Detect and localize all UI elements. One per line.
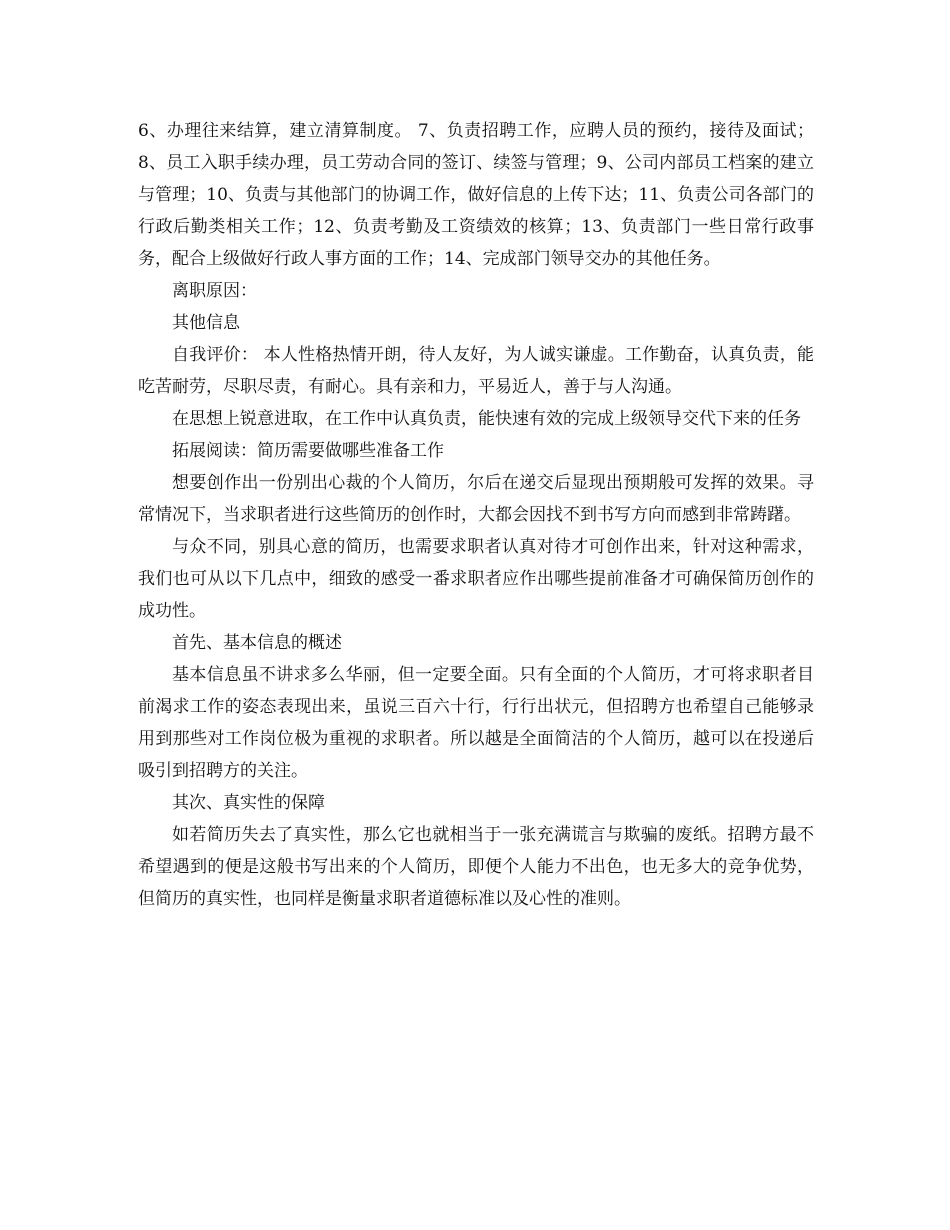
- paragraph-intro: 想要创作出一份别出心裁的个人简历，尔后在递交后显现出预期般可发挥的效果。寻常情况下，当求职者进行这些简历的创作时，大都会因找不到书写方向而感到非常踌躇。: [138, 473, 814, 525]
- paragraph-self-evaluation: 自我评价： 本人性格热情开朗，待人友好，为人诚实谦虚。工作勤奋，认真负责，能吃苦耐劳，尽职尽责，有耐心。具有亲和力，平易近人，善于与人沟通。: [138, 345, 814, 397]
- paragraph-leaving-reason: 离职原因：: [172, 281, 257, 301]
- heading-other-info: 其他信息: [172, 313, 240, 333]
- heading-extended-reading: 拓展阅读：简历需要做哪些准备工作: [172, 441, 444, 461]
- paragraph-authenticity: 如若简历失去了真实性，那么它也就相当于一张充满谎言与欺骗的废纸。招聘方最不希望遇到的便是这般书写出来的个人简历，即便个人能力不出色，也无多大的竞争优势，但简历的真实性，也同样是衡量求职者道德标准以及心性的准则。: [138, 825, 814, 909]
- paragraph-basic-info: 基本信息虽不讲求多么华丽，但一定要全面。只有全面的个人简历，才可将求职者目前渴求工作的姿态表现出来，虽说三百六十行，行行出状元，但招聘方也希望自己能够录用到那些对工作岗位极为重视的求职者。所以越是全面简洁的个人简历，越可以在投递后吸引到招聘方的关注。: [138, 665, 814, 781]
- paragraph-unique-resume: 与众不同，别具心意的简历，也需要求职者认真对待才可创作出来，针对这种需求，我们也可从以下几点中，细致的感受一番求职者应作出哪些提前准备才可确保简历创作的成功性。: [138, 537, 814, 621]
- paragraph-duties: 6、办理往来结算，建立清算制度。 7、负责招聘工作，应聘人员的预约，接待及面试；8、员工入职手续办理，员工劳动合同的签订、续签与管理；9、公司内部员工档案的建立与管理；10、负责与其他部门的协调工作，做好信息的上传下达；11、负责公司各部门的行政后勤类相关工作；12、负责考勤及工资绩效的核算；13、负责部门一些日常行政事务，配合上级做好行政人事方面的工作；14、完成部门领导交办的其他任务。: [138, 121, 814, 269]
- document-body: [138, 115, 814, 915]
- heading-authenticity: 其次、真实性的保障: [172, 793, 325, 813]
- paragraph-attitude: 在思想上锐意进取，在工作中认真负责，能快速有效的完成上级领导交代下来的任务: [172, 409, 801, 429]
- heading-basic-info: 首先、基本信息的概述: [172, 633, 342, 653]
